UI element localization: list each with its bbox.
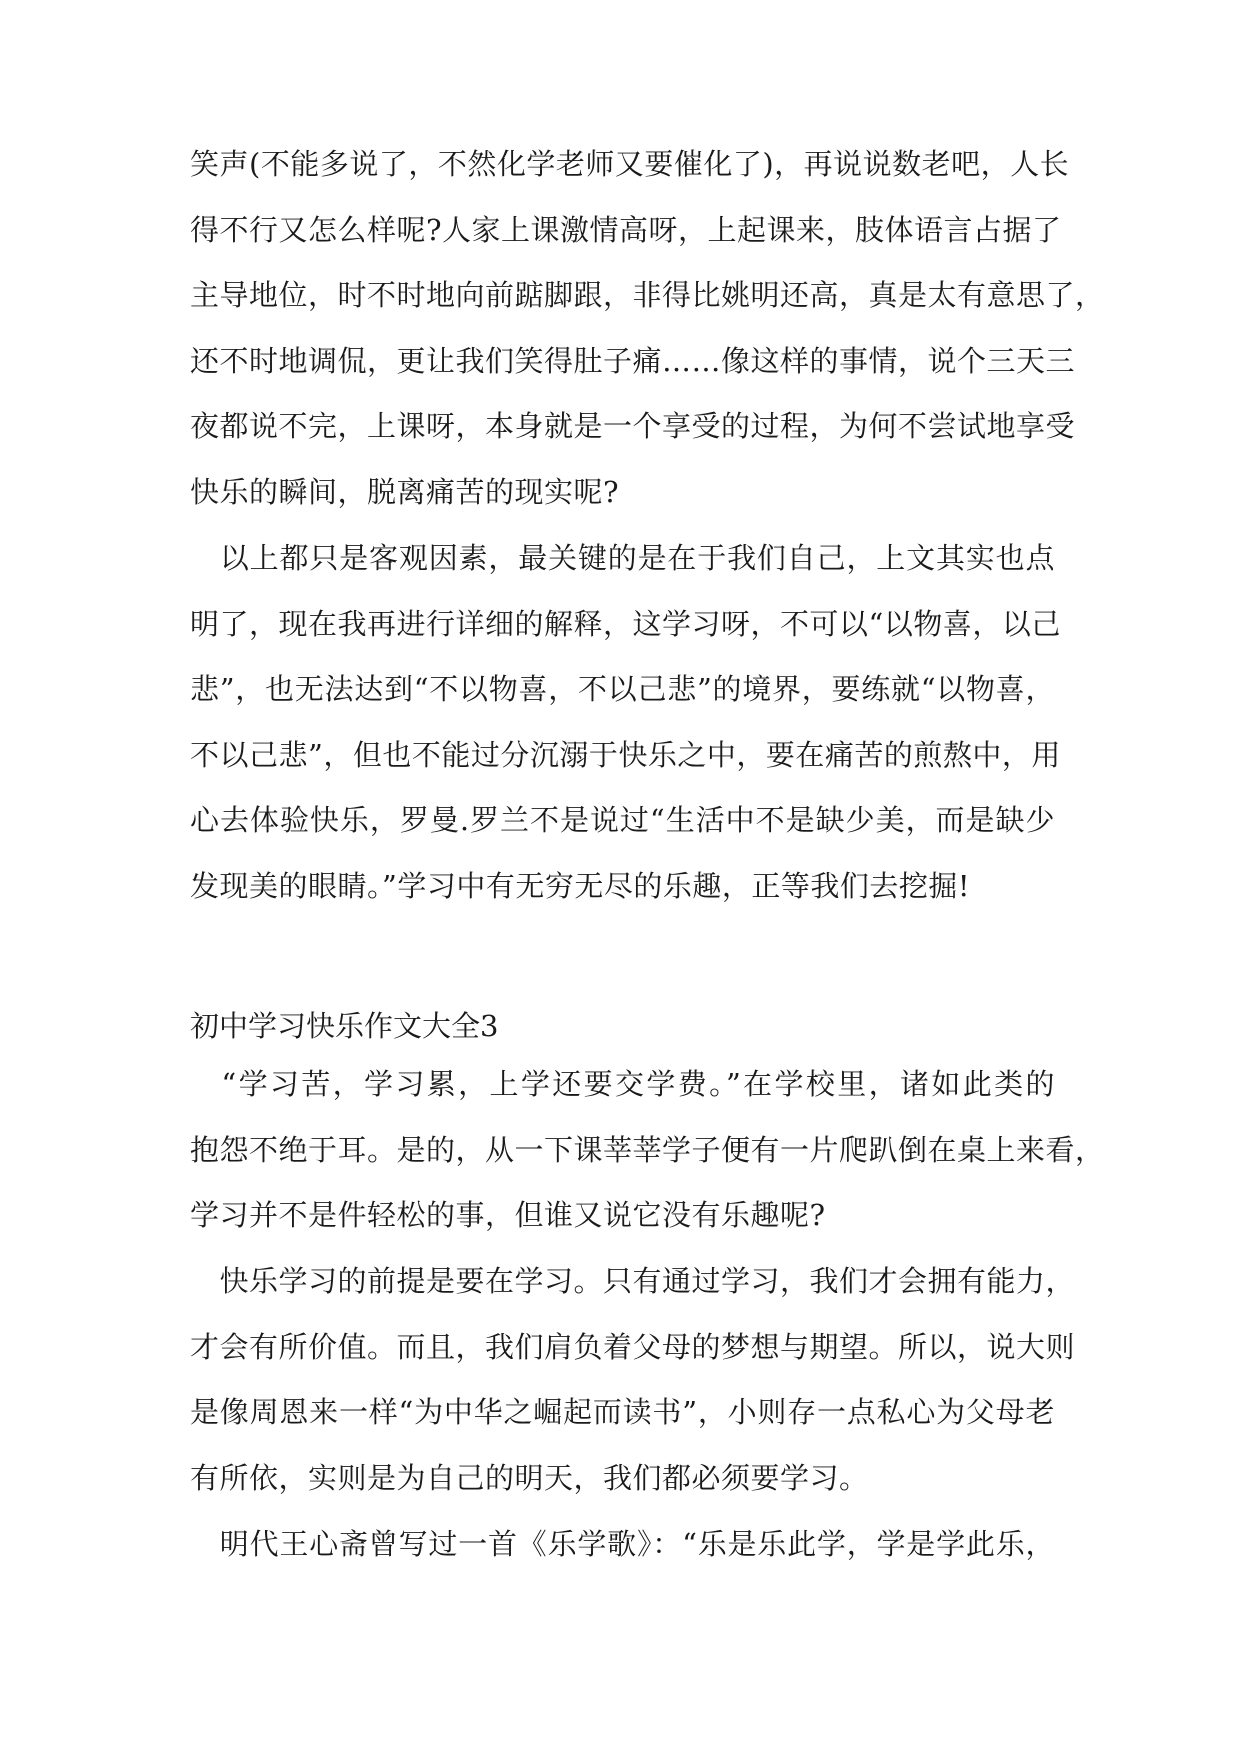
paragraph-line: 有所依，实则是为自己的明天，我们都必须要学习。 [190, 1460, 869, 1495]
paragraph-5 [190, 1512, 1055, 1578]
paragraph-line: 快乐的瞬间，脱离痛苦的现实呢? [190, 474, 620, 509]
paragraph-line: 夜都说不完，上课呀，本身就是一个享受的过程，为何不尝试地享受 [190, 409, 1076, 444]
paragraph-line: 笑声(不能多说了，不然化学老师又要催化了)，再说说数老吧，人长 [190, 147, 1070, 181]
paragraph-line: 不以己悲”，但也不能过分沉溺于快乐之中，要在痛苦的煎熬中，用 [190, 737, 1061, 772]
paragraph-line: 得不行又怎么样呢?人家上课激情高呀，上起课来，肢体语言占据了 [190, 212, 1062, 247]
paragraph-line: 主导地位，时不时地向前踮脚跟，非得比姚明还高，真是太有意思了， [190, 278, 1105, 313]
paragraph-line: 是像周恩来一样“为中华之崛起而读书”，小则存一点私心为父母老 [190, 1395, 1055, 1430]
paragraph-line: 发现美的眼睛。”学习中有无穷无尽的乐趣，正等我们去挖掘! [190, 868, 970, 903]
paragraph-line: 以上都只是客观因素，最关键的是在于我们自己，上文其实也点 [190, 541, 1055, 575]
paragraph-line: 明代王心斋曾写过一首《乐学歌》：“乐是乐此学，学是学此乐， [190, 1527, 1055, 1561]
paragraph-2 [190, 526, 1061, 920]
paragraph-line: 学习并不是件轻松的事，但谁又说它没有乐趣呢? [190, 1198, 826, 1233]
paragraph-line: “学习苦，学习累，上学还要交学费。”在学校里，诸如此类的 [190, 1067, 1055, 1101]
paragraph-line: 还不时地调侃，更让我们笑得肚子痛……像这样的事情，说个三天三 [190, 343, 1076, 378]
paragraph-4 [190, 1249, 1076, 1511]
paragraph-line: 明了，现在我再进行详细的解释，这学习呀，不可以“以物喜，以己 [190, 606, 1061, 641]
paragraph-line: 悲”，也无法达到“不以物喜，不以己悲”的境界，要练就“以物喜， [190, 672, 1055, 707]
paragraph-line: 抱怨不绝于耳。是的，从一下课莘莘学子便有一片爬趴倒在桌上来看， [190, 1132, 1105, 1167]
paragraph-1 [190, 132, 1105, 526]
paragraph-line: 才会有所价值。而且，我们肩负着父母的梦想与期望。所以，说大则 [190, 1329, 1076, 1364]
paragraph-3 [190, 1052, 1105, 1249]
paragraph-line: 快乐学习的前提是要在学习。只有通过学习，我们才会拥有能力， [190, 1264, 1076, 1298]
section-heading: 初中学习快乐作文大全3 [190, 1009, 499, 1043]
paragraph-line: 心去体验快乐，罗曼.罗兰不是说过“生活中不是缺少美，而是缺少 [190, 803, 1055, 838]
